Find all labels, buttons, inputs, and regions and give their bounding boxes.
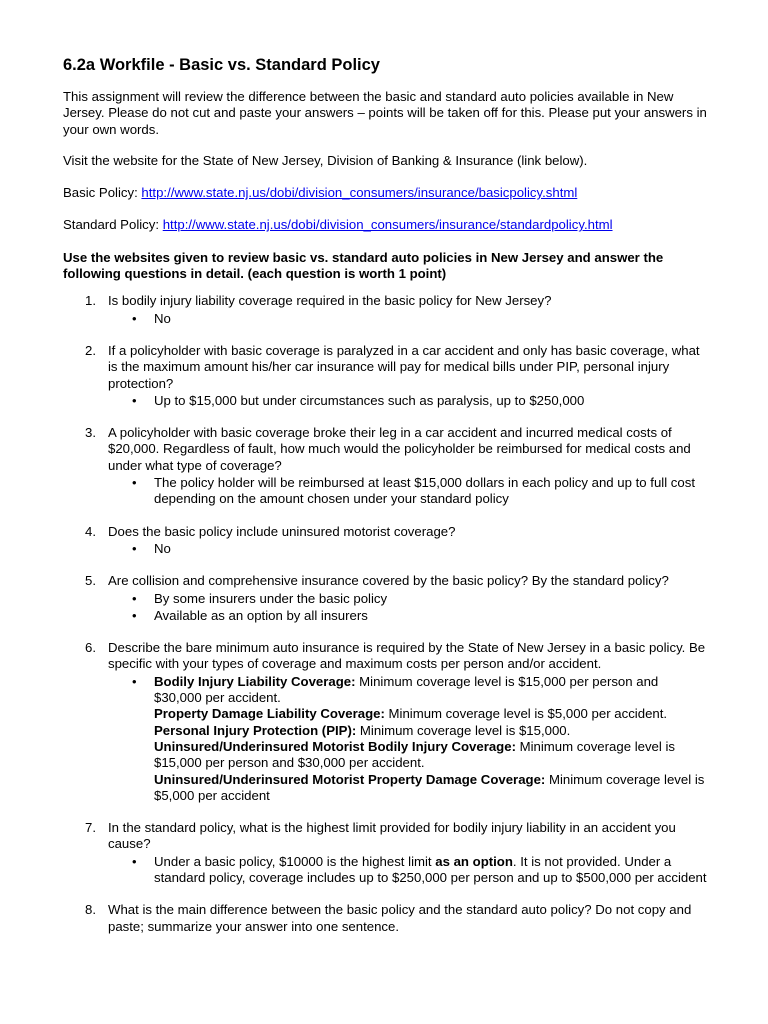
coverage-term: Uninsured/Underinsured Motorist Property Damage Coverage: <box>154 771 546 787</box>
question-item <box>63 902 708 935</box>
question-item <box>63 524 708 558</box>
basic-policy-line <box>63 185 708 201</box>
coverage-line <box>108 706 708 722</box>
basic-policy-label: Basic Policy: <box>63 185 142 201</box>
question-text: In the standard policy, what is the highest limit provided for bodily injury liability in an accident you cause? <box>108 820 676 852</box>
coverage-term: Personal Injury Protection (PIP): <box>154 722 357 738</box>
intro-paragraph: This assignment will review the difference between the basic and standard auto policies available in New Jersey. Please do not cut and paste your answers – points will be taken off for this. Please put your answers in your own words. <box>63 89 707 137</box>
coverage-line <box>108 739 708 772</box>
answer-item <box>108 674 708 707</box>
coverage-term: Uninsured/Underinsured Motorist Bodily Injury Coverage: <box>154 738 516 754</box>
answer-item: • Up to $15,000 but under circumstances such as paralysis, up to $250,000 <box>108 393 708 409</box>
answer-item <box>108 854 708 887</box>
answer-text-before: Under a basic policy, $10000 is the highest limit <box>154 853 436 869</box>
coverage-line <box>108 772 708 805</box>
basic-policy-link[interactable]: http://www.state.nj.us/dobi/division_consumers/insurance/basicpolicy.shtml <box>141 185 578 201</box>
answer-list <box>108 541 708 557</box>
question-number: 7. <box>85 820 96 836</box>
question-number: 5. <box>85 573 96 589</box>
question-item <box>63 573 708 624</box>
instructions-paragraph: Use the websites given to review basic vs. standard auto policies in New Jersey and answer the following questions in detail. (each question is worth 1 point) <box>63 249 664 282</box>
standard-policy-line <box>63 217 708 233</box>
question-item <box>63 343 708 409</box>
question-number: 6. <box>85 640 96 656</box>
questions-list <box>63 293 708 935</box>
answer-item: • By some insurers under the basic policy <box>108 591 708 607</box>
coverage-desc: Minimum coverage level is $15,000. <box>356 722 571 738</box>
answer-list <box>108 311 708 327</box>
question-item <box>63 640 708 804</box>
coverage-line <box>108 723 708 739</box>
standard-policy-label: Standard Policy: <box>63 217 163 233</box>
answer-text-bold: as an option <box>435 853 513 869</box>
question-number: 1. <box>85 293 96 309</box>
question-text: Does the basic policy include uninsured motorist coverage? <box>108 523 456 539</box>
document-title: 6.2a Workfile - Basic vs. Standard Policy <box>63 56 380 74</box>
answer-item: • No <box>108 311 708 327</box>
coverage-desc: Minimum coverage level is $5,000 per accident <box>154 771 705 803</box>
question-item <box>63 293 708 327</box>
question-item <box>63 820 708 886</box>
coverage-term: Bodily Injury Liability Coverage: <box>154 673 356 689</box>
question-text: A policyholder with basic coverage broke their leg in a car accident and incurred medical costs of $20,000. Regardless of fault, how much would the policyholder be reimbursed for medical costs and under what type of coverage? <box>108 425 691 473</box>
question-number: 2. <box>85 342 96 358</box>
question-item <box>63 425 708 507</box>
coverage-desc: Minimum coverage level is $5,000 per accident. <box>384 706 668 722</box>
question-text: If a policyholder with basic coverage is paralyzed in a car accident and only has basic coverage, what is the maximum amount his/her car insurance will pay for medical bills under PIP, personal injury protection? <box>108 342 700 391</box>
answer-list <box>108 674 708 707</box>
question-text: Describe the bare minimum auto insurance is required by the State of New Jersey in a basic policy. Be specific with your types of coverage and maximum costs per person and/or accident. <box>108 640 706 672</box>
visit-paragraph: Visit the website for the State of New Jersey, Division of Banking & Insurance (link below). <box>63 152 588 168</box>
question-text: Is bodily injury liability coverage required in the basic policy for New Jersey? <box>108 293 552 309</box>
question-number: 3. <box>85 425 96 441</box>
standard-policy-link[interactable]: http://www.state.nj.us/dobi/division_consumers/insurance/standardpolicy.html <box>162 217 613 233</box>
answer-list <box>108 393 708 409</box>
answer-text-after: . It is not provided. Under a standard policy, coverage includes up to $250,000 per person and up to $500,000 per accident <box>154 853 707 885</box>
answer-item: • The policy holder will be reimbursed at least $15,000 dollars in each policy and up to full cost depending on the amount chosen under your standard policy <box>108 475 708 508</box>
question-text: Are collision and comprehensive insurance covered by the basic policy? By the standard policy? <box>108 573 669 589</box>
answer-item: • Available as an option by all insurers <box>108 608 708 624</box>
answer-item: • No <box>108 541 708 557</box>
coverage-term: Property Damage Liability Coverage: <box>154 706 385 722</box>
answer-list <box>108 854 708 887</box>
coverage-desc: Minimum coverage level is $15,000 per person and $30,000 per accident. <box>154 738 676 771</box>
coverage-desc: Minimum coverage level is $15,000 per person and $30,000 per accident. <box>154 673 659 706</box>
answer-list <box>108 475 708 508</box>
question-number: 4. <box>85 523 96 539</box>
question-number: 8. <box>85 902 96 918</box>
answer-list <box>108 591 708 625</box>
question-text: What is the main difference between the basic policy and the standard auto policy? Do not copy and paste; summarize your answer into one sentence. <box>108 902 692 934</box>
